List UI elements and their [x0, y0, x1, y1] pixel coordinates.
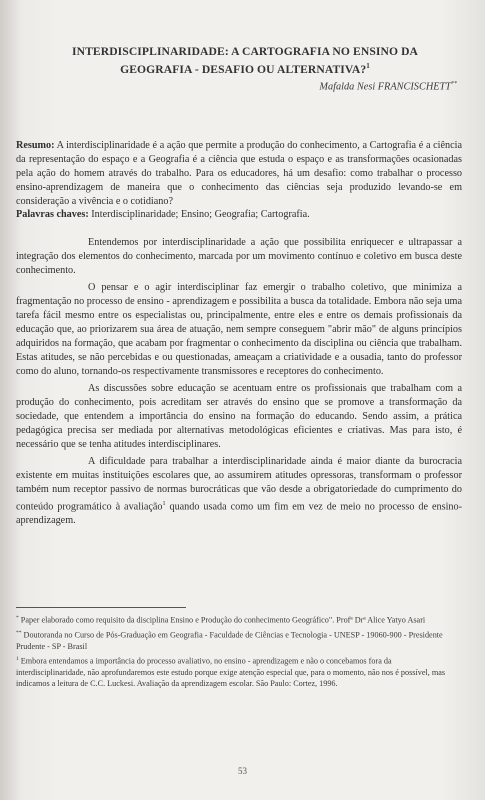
abstract-text: A interdisciplinaridade é a ação que permite a produção do conhecimento, a Cartografia é a ciência da representação do espaço e a Geografia é a ciência que estuda o espaço e as transformações ocasionadas pela ação do homem através do trabalho. Para os educadores, há um desafio: como trabalhar o processo ensino-aprendizagem de maneira que o conhecimento das ciências seja produzido levando-se em consideração a vivência e o cotidiano?: [16, 140, 462, 207]
keywords-label: Palavras chaves:: [16, 209, 89, 220]
abstract-label: Resumo:: [16, 140, 55, 151]
page-number: 53: [238, 766, 247, 776]
footnote-1: [16, 613, 462, 626]
footnote-2-marker: **: [16, 629, 22, 636]
body-paragraph-4-end: quando usada como um fim em vez de meio no processo de ensino-aprendizagem.: [16, 501, 462, 527]
title-line-2: [30, 59, 460, 77]
footnote-3: [16, 654, 462, 689]
footnote-3-marker: 1: [16, 656, 19, 663]
body-footnote-marker: 1: [162, 501, 166, 507]
title-footnote-marker: 1: [366, 62, 370, 70]
body-text: [16, 236, 462, 528]
footnotes: [16, 613, 462, 689]
footnote-2-text: Doutoranda no Curso de Pós-Graduação em Geografia - Faculdade de Ciências e Tecnologia - UNESP - 19060-900 - Presidente Prudente - SP - Brasil: [16, 630, 443, 651]
footnote-3-text: Embora entendamos a importância do processo avaliativo, no ensino - aprendizagem e não o concebamos fora da interdisciplinaridade, não aprofundaremos este estudo porque exige atenção especial que, para o momento, não nos é possível, mas indicamos a leitura de C.C. Luckesi. Avaliação da aprendizagem escolar. São Paulo: Cortez, 1996.: [16, 656, 446, 689]
body-paragraph-1: Entendemos por interdisciplinaridade a ação que possibilita enriquecer e ultrapassar a integração dos elementos do conhecimento, marcada por um movimento contínuo e coletivo em busca deste conhecimento.: [16, 237, 462, 276]
footnote-1-text: Paper elaborado como requisito da disciplina Ensino e Produção do conhecimento Geográfico". Profª Drª Alice Yatyo Asari: [18, 615, 426, 625]
author-line: [319, 81, 457, 92]
body-paragraph-4-start: A dificuldade para trabalhar a interdisciplinaridade ainda é maior diante da burocracia existente em muitas instituições escolares que, ao assumirem atitudes opressoras, transformam o professor também num receptor passivo de normas burocráticas que vão desde a obrigatoriedade do cumprimento do conteúdo programático à avaliação: [16, 456, 462, 513]
title-line-2-text: GEOGRAFIA - DESAFIO OU ALTERNATIVA?: [120, 62, 367, 76]
body-paragraph-3: As discussões sobre educação se acentuam entre os profissionais que trabalham com a produção do conhecimento, pois acreditam ser através do ensino que se promove a transformação da sociedade, que entendem a importância do ensino na formação do educando. Sendo assim, a prática pedagógica precisa ser mediada por alternativas metodológicas eficientes e criativas. Mas para isto, é necessário que se tenha atitudes interdisciplinares.: [16, 383, 462, 450]
paper-title: [30, 44, 460, 77]
author-name: Mafalda Nesi FRANCISCHETT: [319, 81, 451, 93]
footnote-divider: [16, 607, 186, 608]
title-line-1: INTERDISCIPLINARIDADE: A CARTOGRAFIA NO ENSINO DA: [71, 45, 419, 58]
body-paragraph-4: [16, 455, 462, 528]
keywords-text: Interdisciplinaridade; Ensino; Geografia; Cartografia.: [91, 209, 310, 220]
author-footnote-marker: **: [451, 81, 457, 87]
footnote-1-marker: *: [16, 615, 19, 621]
keywords: [16, 208, 462, 222]
abstract: [16, 139, 462, 209]
footnote-2: [16, 628, 462, 652]
body-paragraph-2: O pensar e o agir interdisciplinar faz emergir o trabalho coletivo, que minimiza a fragmentação no processo de ensino - aprendizagem e possibilita a busca da totalidade. Embora não seja uma tarefa fácil mesmo entre os especialistas ou, principalmente, entre eles e entre os demais profissionais da educação que, ao priorizarem sua área de atuação, nem sempre conseguem "abrir mão" de alguns princípios adquiridos na formação, que acabam por fragmentar o conhecimento da disciplina ou ciência que trabalham. Estas atitudes, se não percebidas e ou questionadas, ameaçam a criatividade e a ousadia, tanto do professor como do aluno, tornando-os respectivamente transmissores e receptores do conhecimento.: [16, 282, 462, 377]
